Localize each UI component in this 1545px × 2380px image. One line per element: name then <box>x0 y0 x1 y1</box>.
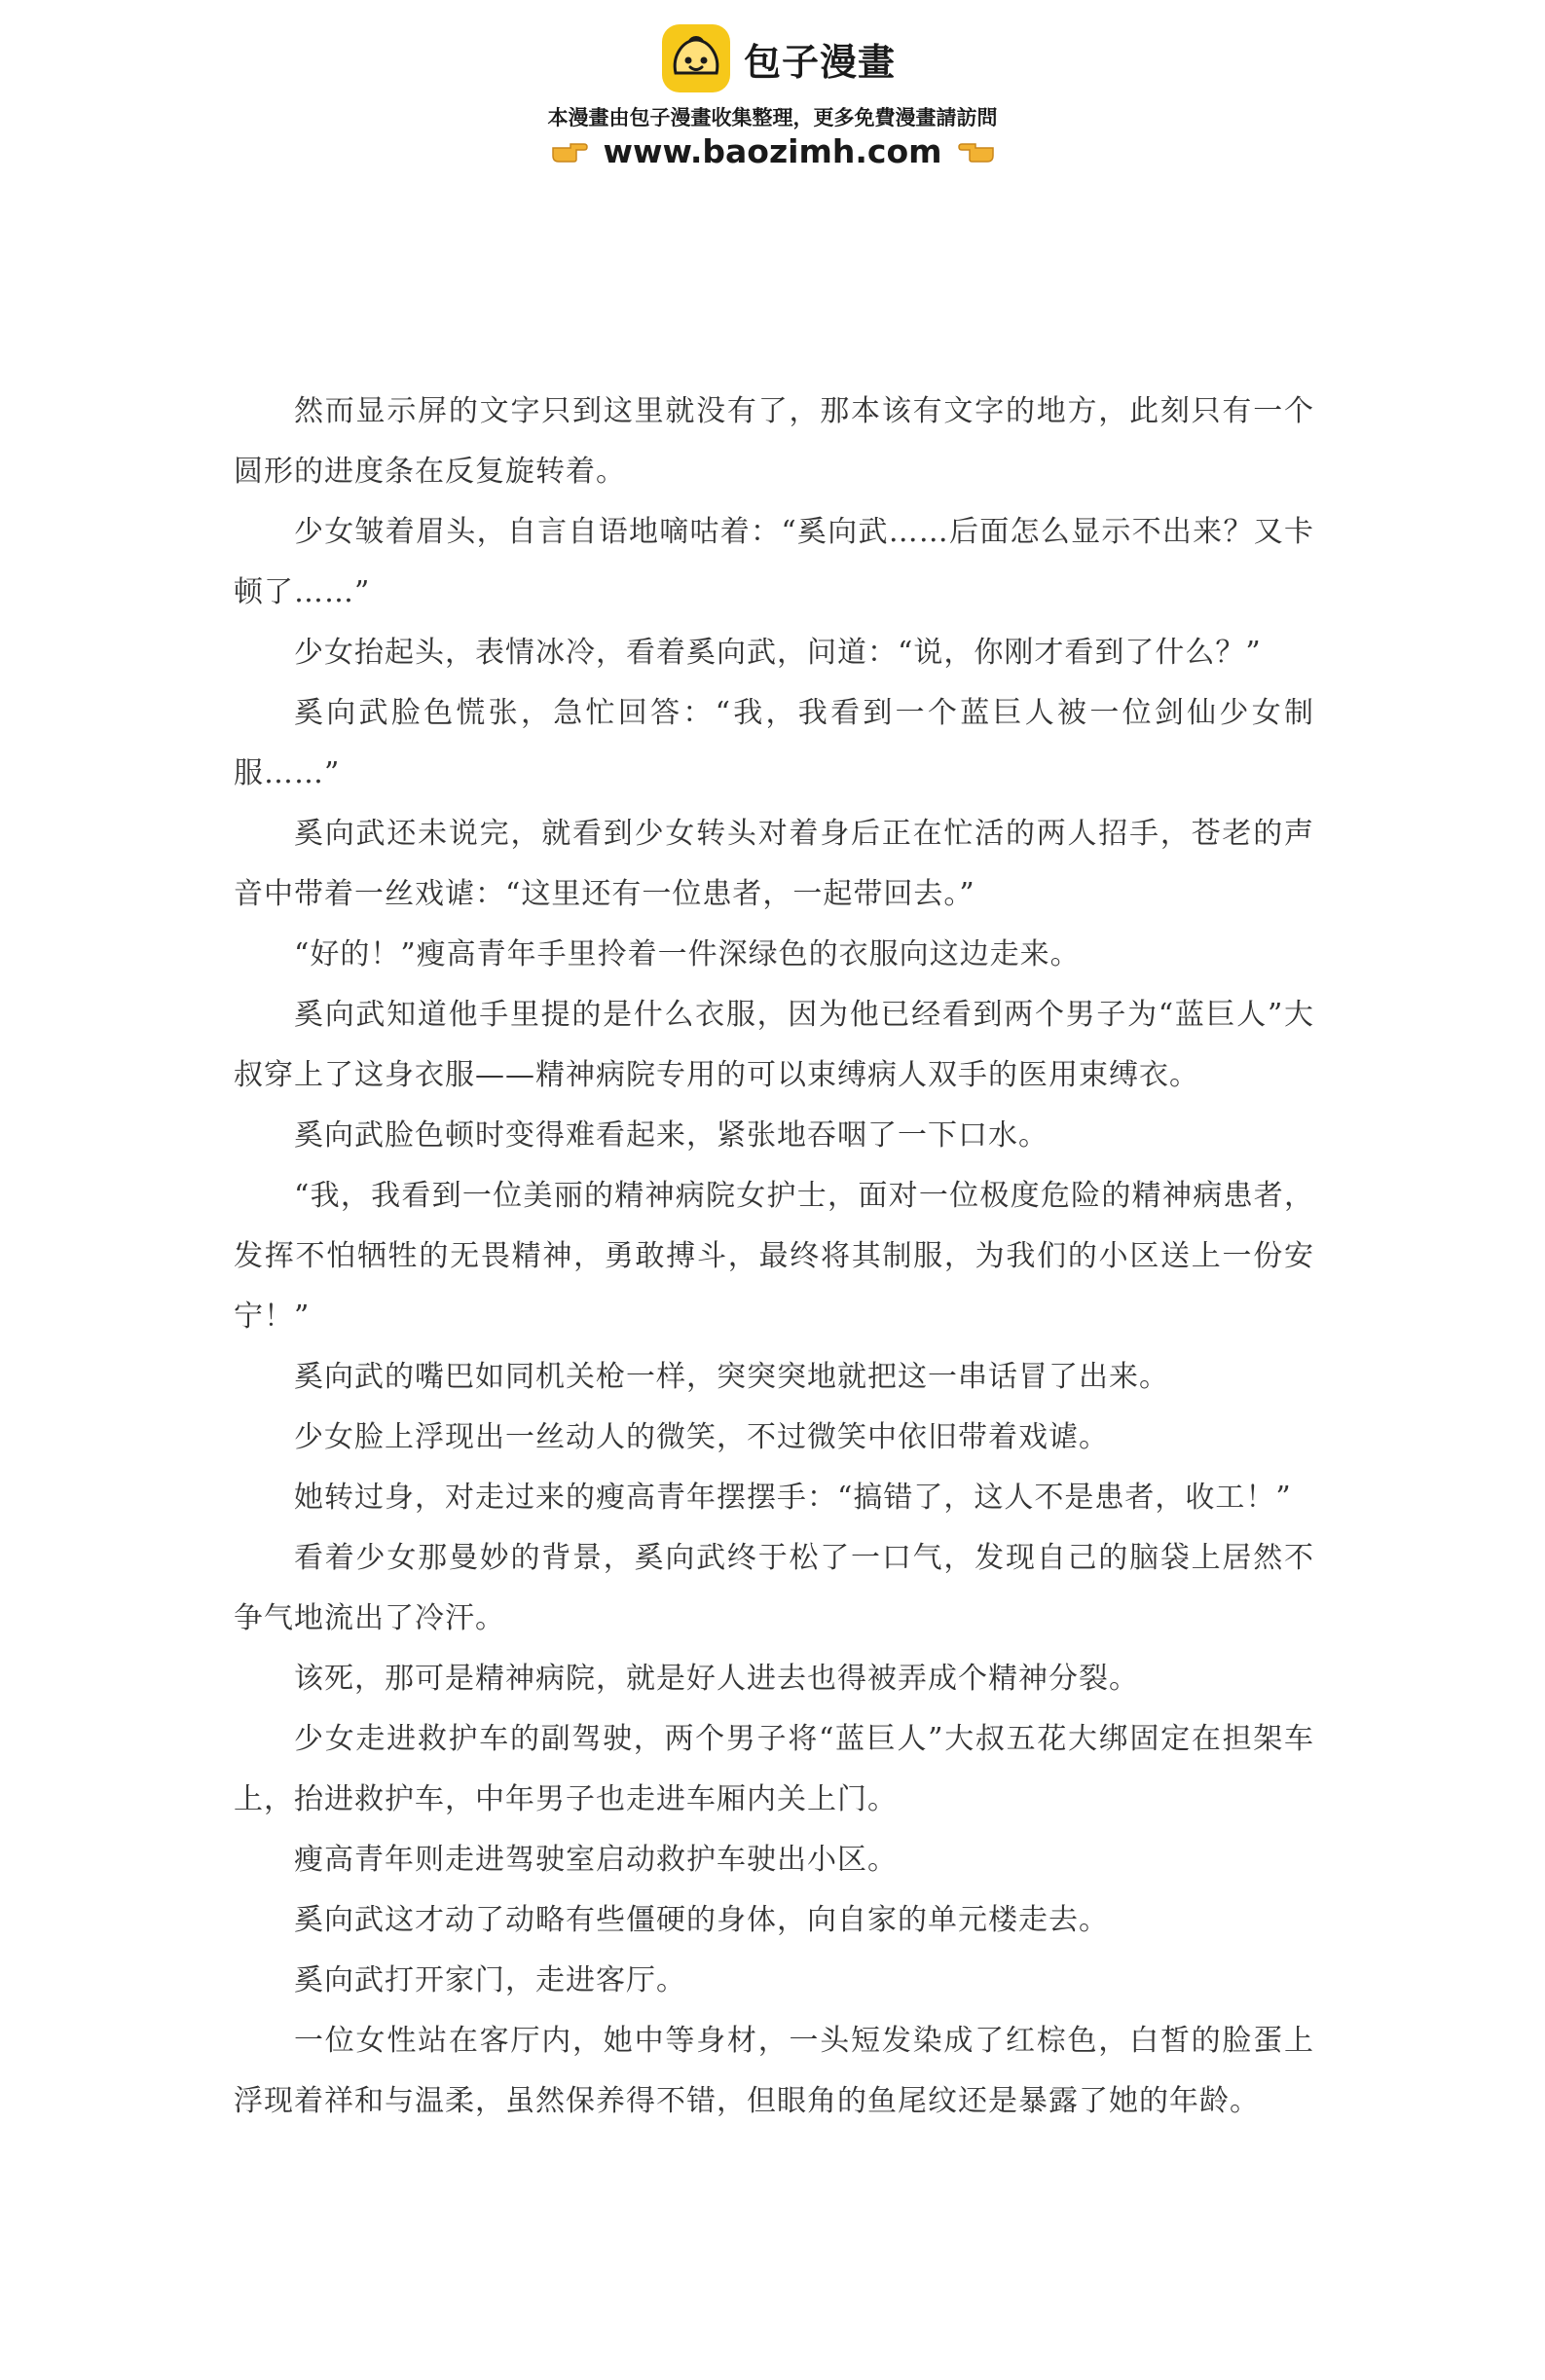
pointing-left-hand-icon <box>958 140 995 164</box>
watermark-header <box>0 0 1545 185</box>
paragraph: 少女皱着眉头，自言自语地嘀咕着：“奚向武……后面怎么显示不出来？又卡顿了……” <box>234 515 1314 609</box>
brand-name: 包子漫畫 <box>744 40 897 84</box>
brand-logo[interactable] <box>662 23 896 93</box>
paragraph: 奚向武脸色顿时变得难看起来，紧张地吞咽了一下口水。 <box>294 1118 1048 1153</box>
paragraph: 少女走进救护车的副驾驶，两个男子将“蓝巨人”大叔五花大绑固定在担架车上，抬进救护车，中年男子也走进车厢内关上门。 <box>234 1722 1314 1816</box>
paragraph: 然而显示屏的文字只到这里就没有了，那本该有文字的地方，此刻只有一个圆形的进度条在反复旋转着。 <box>234 394 1314 489</box>
site-url-link[interactable]: www.baozimh.com <box>603 132 942 170</box>
paragraph: “我，我看到一位美丽的精神病院女护士，面对一位极度危险的精神病患者，发挥不怕牺牲的无畏精神，勇敢搏斗，最终将其制服，为我们的小区送上一份安宁！” <box>234 1179 1314 1334</box>
pointing-right-hand-icon <box>551 140 588 164</box>
chapter-text <box>234 382 1314 2132</box>
paragraph: 该死，那可是精神病院，就是好人进去也得被弄成个精神分裂。 <box>294 1662 1139 1696</box>
paragraph: 奚向武还未说完，就看到少女转头对着身后正在忙活的两人招手，苍老的声音中带着一丝戏谑：“这里还有一位患者，一起带回去。” <box>234 817 1314 911</box>
paragraph: 奚向武的嘴巴如同机关枪一样，突突突地就把这一串话冒了出来。 <box>294 1360 1169 1394</box>
paragraph: 瘦高青年则走进驾驶室启动救护车驶出小区。 <box>294 1843 898 1877</box>
paragraph: 少女脸上浮现出一丝动人的微笑，不过微笑中依旧带着戏谑。 <box>294 1420 1109 1454</box>
paragraph: 她转过身，对走过来的瘦高青年摆摆手：“搞错了，这人不是患者，收工！” <box>294 1481 1292 1515</box>
paragraph: 奚向武知道他手里提的是什么衣服，因为他已经看到两个男子为“蓝巨人”大叔穿上了这身衣服——精神病院专用的可以束缚病人双手的医用束缚衣。 <box>234 998 1314 1092</box>
source-notice: 本漫畫由包子漫畫收集整理，更多免費漫畫請訪問 <box>547 106 998 129</box>
paragraph: 看着少女那曼妙的背景，奚向武终于松了一口气，发现自己的脑袋上居然不争气地流出了冷汗。 <box>234 1541 1314 1635</box>
paragraph: 奚向武打开家门，走进客厅。 <box>294 1963 686 1997</box>
paragraph: “好的！”瘦高青年手里拎着一件深绿色的衣服向这边走来。 <box>294 937 1081 971</box>
paragraph: 奚向武脸色慌张，急忙回答：“我，我看到一个蓝巨人被一位剑仙少女制服……” <box>234 696 1314 790</box>
url-row <box>0 132 1545 170</box>
paragraph: 奚向武这才动了动略有些僵硬的身体，向自家的单元楼走去。 <box>294 1903 1109 1937</box>
paragraph: 少女抬起头，表情冰冷，看着奚向武，问道：“说，你刚才看到了什么？” <box>294 636 1262 670</box>
paragraph: 一位女性站在客厅内，她中等身材，一头短发染成了红棕色，白皙的脸蛋上浮现着祥和与温柔，虽然保养得不错，但眼角的鱼尾纹还是暴露了她的年龄。 <box>234 2024 1314 2118</box>
bun-face-icon <box>662 24 730 92</box>
